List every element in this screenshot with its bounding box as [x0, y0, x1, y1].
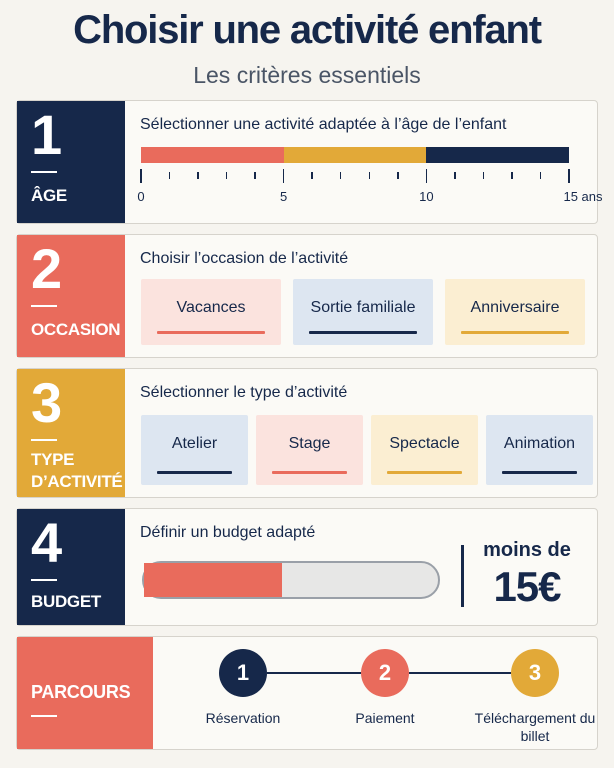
type-card [16, 368, 598, 498]
occasion-card [16, 234, 598, 358]
age-scale-minor-tick [540, 172, 542, 179]
budget-bar [142, 561, 440, 599]
age-scale-major-tick [426, 169, 428, 183]
age-number: 1 [31, 103, 63, 166]
age-scale-segment [284, 147, 427, 163]
type-label-line1: TYPE [31, 450, 75, 469]
age-scale-segment [426, 147, 569, 163]
type-option-underline [387, 471, 462, 474]
parcours-step-circle: 3 [511, 649, 559, 697]
budget-heading: Définir un budget adapté [140, 524, 316, 541]
occasion-heading: Choisir l’occasion de l’activité [140, 250, 349, 267]
age-card [16, 100, 603, 224]
occasion-side-panel [17, 235, 125, 357]
age-scale-segment [141, 147, 284, 163]
parcours-step-label: Réservation [205, 710, 281, 726]
parcours-label: PARCOURS [31, 682, 131, 702]
age-scale-minor-tick [311, 172, 313, 179]
budget-value-prefix: moins de [483, 539, 571, 561]
age-scale-minor-tick [340, 172, 342, 179]
budget-divider [31, 579, 57, 581]
occasion-label: OCCASION [31, 320, 121, 339]
age-label: ÂGE [31, 186, 67, 205]
age-scale-minor-tick [483, 172, 485, 179]
occasion-divider [31, 305, 57, 307]
age-side-panel [17, 101, 125, 223]
age-scale-tick-label: 0 [137, 189, 145, 204]
type-option-underline [502, 471, 577, 474]
age-scale-minor-tick [454, 172, 456, 179]
age-scale-minor-tick [511, 172, 513, 179]
age-heading: Sélectionner une activité adaptée à l’âge de l’enfant [140, 116, 507, 133]
budget-content [125, 509, 597, 625]
age-scale-minor-tick [397, 172, 399, 179]
type-number: 3 [31, 371, 63, 434]
age-scale-tick-label: 10 [419, 189, 434, 204]
occasion-option-label: Vacances [176, 299, 246, 316]
type-option-label: Spectacle [389, 435, 460, 452]
type-label-line2: D’ACTIVITÉ [31, 472, 123, 491]
parcours-step-circle: 2 [361, 649, 409, 697]
budget-label: BUDGET [31, 592, 101, 611]
budget-side-panel [17, 509, 125, 625]
occasion-option-underline [309, 331, 417, 334]
type-option[interactable] [371, 415, 478, 485]
type-option[interactable] [486, 415, 593, 485]
parcours-connector-line [409, 672, 511, 674]
parcours-steps [153, 637, 597, 749]
age-scale-minor-tick [197, 172, 199, 179]
type-heading: Sélectionner le type d’activité [140, 384, 348, 401]
parcours-step-circle: 1 [219, 649, 267, 697]
occasion-option[interactable] [141, 279, 281, 345]
occasion-content [125, 235, 597, 357]
parcours-side-panel [17, 637, 153, 749]
type-option[interactable] [256, 415, 363, 485]
age-scale-tick-label: 5 [280, 189, 288, 204]
type-option-label: Atelier [171, 435, 218, 452]
budget-bar-fill [144, 563, 282, 597]
parcours-step-label: Paiement [355, 710, 415, 726]
occasion-option-underline [461, 331, 569, 334]
age-scale-minor-tick [169, 172, 171, 179]
type-divider [31, 439, 57, 441]
parcours-divider [31, 715, 57, 717]
page-subtitle: Les critères essentiels [193, 62, 421, 88]
type-option-label: Animation [503, 435, 576, 452]
occasion-option-label: Sortie familiale [310, 299, 416, 316]
age-content [125, 101, 603, 223]
age-scale-major-tick [283, 169, 285, 183]
age-scale-minor-tick [254, 172, 256, 179]
occasion-number: 2 [31, 237, 63, 300]
age-scale-major-tick [568, 169, 570, 183]
page-title: Choisir une activité enfant [73, 8, 541, 52]
type-option[interactable] [141, 415, 248, 485]
occasion-option[interactable] [445, 279, 585, 345]
occasion-option[interactable] [293, 279, 433, 345]
parcours-card [16, 636, 598, 750]
parcours-step-label: Téléchargement du billet [474, 710, 596, 744]
age-divider [31, 171, 57, 173]
type-option-underline [157, 471, 232, 474]
budget-separator [461, 545, 464, 607]
type-option-label: Stage [288, 435, 331, 452]
type-side-panel [17, 369, 125, 497]
budget-value: 15€ [493, 563, 561, 610]
budget-number: 4 [31, 511, 63, 574]
parcours-connector-line [267, 672, 361, 674]
occasion-option-label: Anniversaire [470, 299, 560, 316]
age-scale-minor-tick [226, 172, 228, 179]
type-content [125, 369, 597, 497]
type-option-underline [272, 471, 347, 474]
age-scale-major-tick [140, 169, 142, 183]
type-label [31, 449, 122, 493]
occasion-option-underline [157, 331, 265, 334]
budget-card [16, 508, 598, 626]
age-scale-tick-label: 15 ans [563, 189, 603, 204]
age-scale-minor-tick [369, 172, 371, 179]
